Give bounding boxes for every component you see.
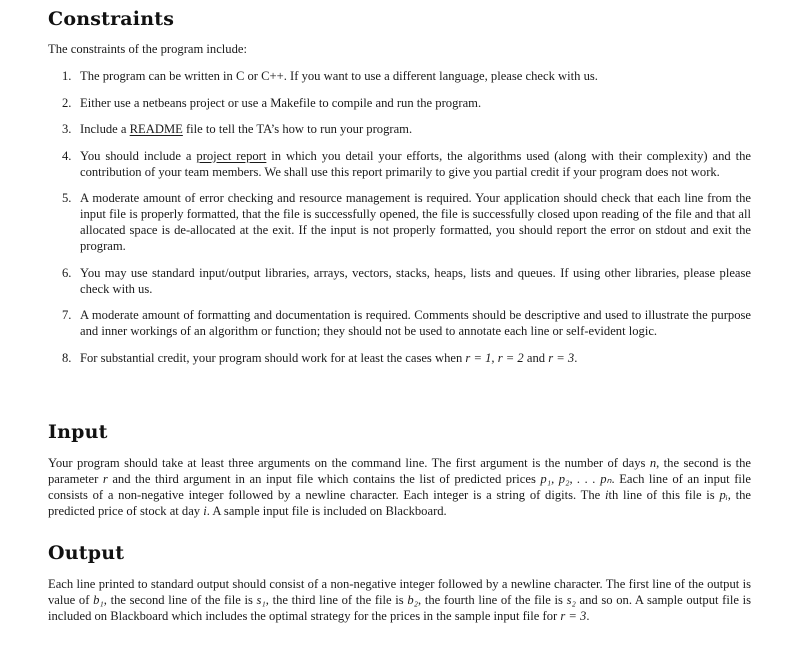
list-item: 7. A moderate amount of formatting and documentation is required. Comments should be descriptive and used to illustrate the purpose and inner workings of an algorithm or function; they should not be used to annotate each line or self-evident logic. [62,308,751,338]
output-heading: Output [48,542,125,564]
list-item: 4. You should include a project report in which you detail your efforts, the algorithms used (along with their complexity) and the contribution of your team members. We shall use this report primarily to give you partial credit if your program does not work. [62,148,751,179]
input-heading: Input [48,421,108,443]
list-item: 2. Either use a netbeans project or use a Makefile to compile and run the program. [62,95,482,110]
project-report-link[interactable]: project report [196,148,267,163]
readme-link[interactable]: README [129,122,183,136]
list-item: 5. A moderate amount of error checking and resource management is required. Your application should check that each line from the input file is properly formatted, that the file is successfully opened, the file is successfully closed upon reading of the file and that all allocated space is de-allocated at the exit. If the input is not properly formatted, you should report the error on stdout and exit the program. [62,191,751,253]
list-item: 6. You may use standard input/output libraries, arrays, vectors, stacks, heaps, lists and queues. If using other libraries, please please check with us. [62,265,751,296]
list-item: 1. The program can be written in C or C++. If you want to use a different language, please check with us. [62,69,598,83]
input-paragraph: Your program should take at least three arguments on the command line. The first argument is the number of days n, the second is the parameter r and the third argument in an input file which contains the list of predicted prices p₁, p₂, . . . pₙ. Each line of an input file consists of a non-negative integer followed by a newline character. Each integer is a string of digits. The ith line of this file is pᵢ, the predicted price of stock at day i. A sample input file is included on Blackboard. [48,456,752,518]
list-item: 3. Include a README file to tell the TA’s how to run your program. [62,122,413,136]
constraints-intro: The constraints of the program include: [48,42,247,56]
output-paragraph: Each line printed to standard output should consist of a non-negative integer followed by a newline character. The first line of the output is value of b₁, the second line of the file is s₁, the third line of the file is b₂, the fourth line of the file is s₂ and so on. A sample output file is included on Blackboard which includes the optimal strategy for the prices in the sample input file for r = 3. [48,577,752,623]
constraints-list [48,68,751,376]
constraints-heading: Constraints [48,8,175,30]
list-item: 8. For substantial credit, your program should work for at least the cases when r = 1, r = 2 and r = 3. [62,350,578,365]
